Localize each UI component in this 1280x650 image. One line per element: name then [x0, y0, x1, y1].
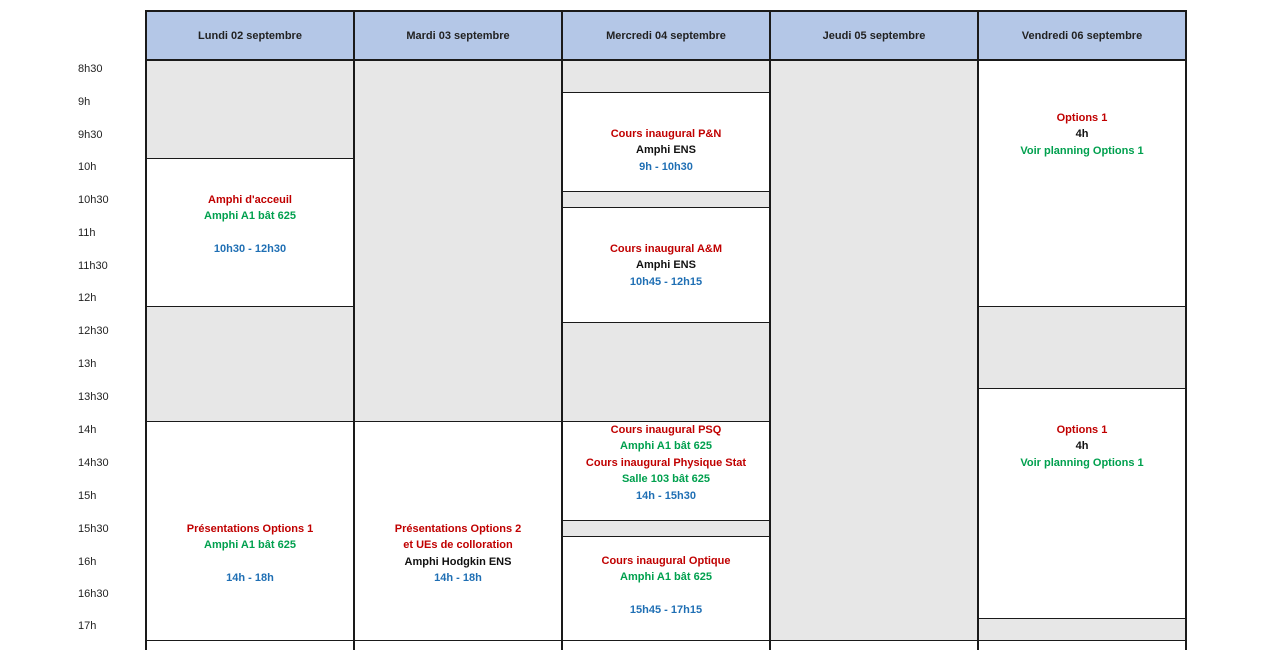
event-title-2: Cours inaugural Physique Stat	[585, 456, 747, 469]
event-time: 10h45 - 12h15	[629, 275, 703, 288]
time-label: 9h	[78, 96, 91, 108]
time-label: 14h30	[78, 457, 109, 469]
event-title: Cours inaugural PSQ	[610, 424, 722, 436]
event-time: 14h - 18h	[226, 572, 274, 585]
event-title: Présentations Options 1	[186, 523, 314, 535]
event-time: 14h - 15h30	[636, 489, 696, 502]
grid-line	[145, 10, 147, 650]
event-time: 10h30 - 12h30	[213, 243, 287, 256]
time-label: 11h30	[78, 260, 108, 272]
empty-slot	[770, 60, 978, 641]
event-cours-inaugural-am	[562, 207, 770, 323]
event-link: Voir planning Options 1	[1020, 144, 1144, 157]
event-duration: 4h	[1075, 128, 1089, 141]
empty-slot	[562, 60, 770, 93]
event-presentations-options-2	[354, 421, 562, 641]
event-cours-inaugural-optique	[562, 536, 770, 641]
event-room-2: Salle 103 bât 625	[621, 473, 711, 486]
day-header-tuesday: Mardi 03 septembre	[353, 10, 563, 61]
time-label: 10h30	[78, 194, 109, 206]
empty-slot	[562, 322, 770, 422]
time-label: 13h30	[78, 391, 109, 403]
day-header-monday: Lundi 02 septembre	[145, 10, 355, 61]
grid-line	[769, 10, 771, 650]
event-room: Amphi ENS	[636, 144, 696, 157]
event-title: Cours inaugural Optique	[601, 555, 731, 567]
time-label: 16h	[78, 556, 97, 568]
event-title-line2: et UEs de colloration	[403, 539, 513, 552]
event-room: Amphi Hodgkin ENS	[404, 555, 512, 568]
event-room: Amphi ENS	[636, 259, 696, 272]
event-room: Amphi A1 bât 625	[204, 210, 296, 223]
time-label: 12h	[78, 292, 97, 304]
event-options-1-afternoon	[978, 388, 1186, 619]
event-room: Amphi A1 bât 625	[620, 571, 712, 584]
time-label: 12h30	[78, 325, 109, 337]
event-link: Voir planning Options 1	[1020, 456, 1144, 469]
time-label: 15h30	[78, 523, 109, 535]
event-time: 14h - 18h	[434, 572, 482, 585]
event-title: Cours inaugural A&M	[609, 243, 723, 255]
day-header-wednesday: Mercredi 04 septembre	[561, 10, 771, 61]
event-presentations-options-1	[146, 421, 354, 641]
empty-slot	[978, 618, 1186, 641]
grid-line	[353, 10, 355, 650]
grid-line	[1185, 10, 1187, 650]
time-label: 17h	[78, 620, 97, 632]
event-title: Amphi d'acceuil	[208, 194, 292, 206]
time-label: 16h30	[78, 588, 109, 600]
event-room: Amphi A1 bât 625	[204, 539, 296, 552]
time-label: 8h30	[78, 63, 103, 75]
day-header-friday: Vendredi 06 septembre	[977, 10, 1187, 61]
time-label: 13h	[78, 358, 97, 370]
time-label: 10h	[78, 161, 97, 173]
event-time: 15h45 - 17h15	[629, 604, 703, 617]
empty-slot	[146, 60, 354, 159]
event-title: Options 1	[1056, 112, 1108, 124]
time-label: 11h	[78, 227, 96, 239]
grid-line	[977, 10, 979, 650]
event-amphi-accueil	[146, 158, 354, 307]
day-header-thursday: Jeudi 05 septembre	[769, 10, 979, 61]
empty-slot	[562, 520, 770, 537]
event-title: Cours inaugural P&N	[610, 128, 722, 140]
event-cours-inaugural-pn	[562, 92, 770, 192]
empty-slot	[354, 60, 562, 422]
time-label: 9h30	[78, 129, 103, 141]
event-time: 9h - 10h30	[639, 160, 693, 173]
grid-line	[561, 10, 563, 650]
event-options-1-morning	[978, 60, 1186, 307]
time-label: 14h	[78, 424, 97, 436]
event-title: Présentations Options 2	[394, 523, 522, 535]
empty-slot	[978, 306, 1186, 389]
empty-slot	[146, 306, 354, 422]
event-cours-inaugural-psq	[562, 421, 770, 521]
empty-slot	[562, 191, 770, 208]
time-label: 15h	[78, 490, 97, 502]
event-duration: 4h	[1075, 440, 1089, 453]
event-title: Options 1	[1056, 424, 1108, 436]
event-room: Amphi A1 bât 625	[620, 440, 712, 453]
